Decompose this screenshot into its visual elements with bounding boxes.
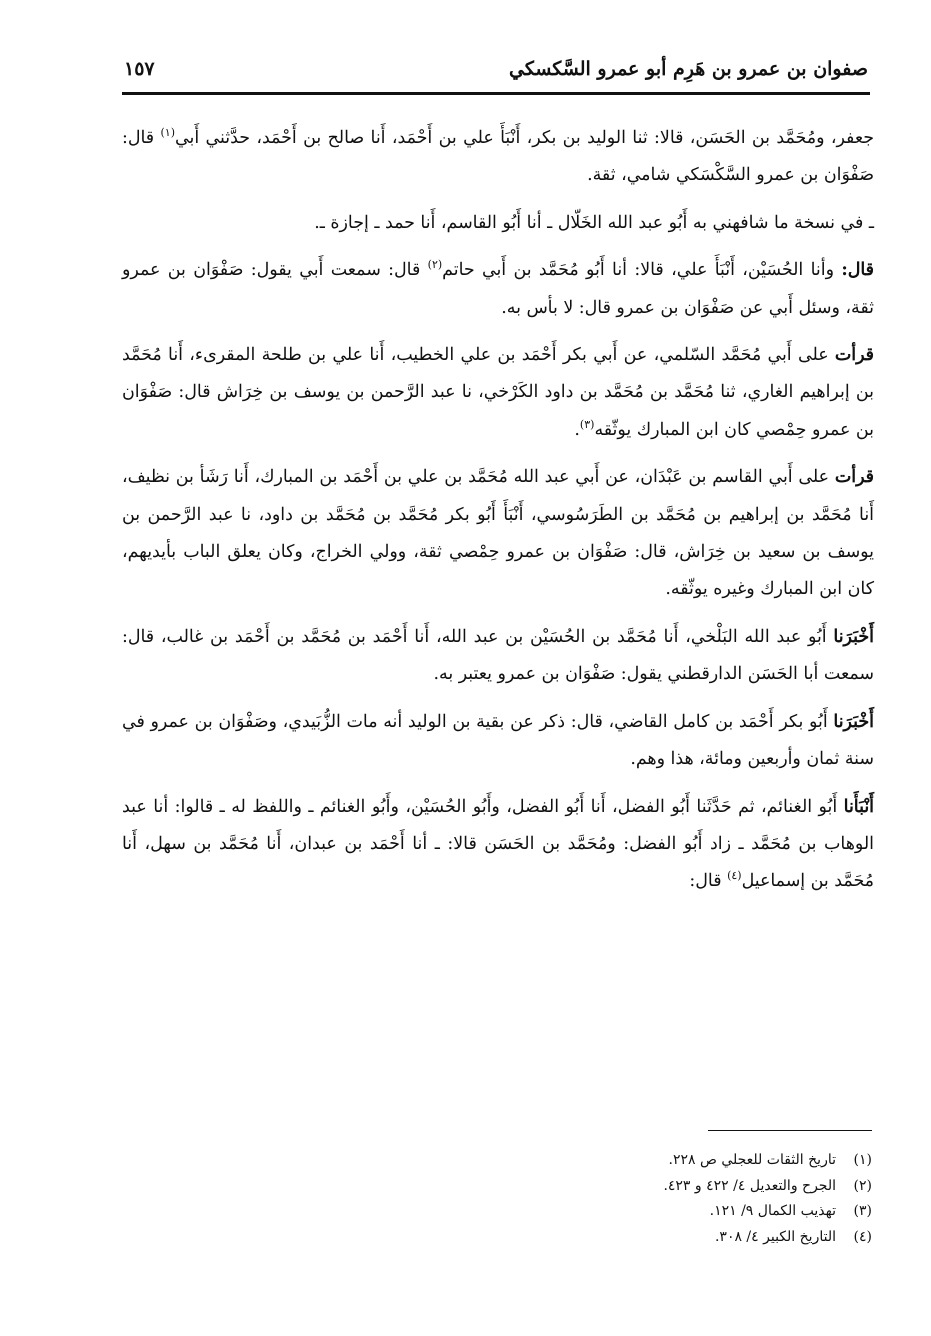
paragraph-text: قال: — [689, 871, 728, 892]
paragraph-lead-word: أَخْبَرَنا — [833, 711, 874, 732]
footnote-item — [300, 1199, 872, 1225]
footnote-marker: (٤) — [727, 869, 742, 883]
footnote-marker: (٢) — [427, 258, 443, 272]
paragraph-text: أَبُو الغنائم، ثم حَدَّثَنا أَبُو الفضل، أَنا أَبُو الفضل، وأَبُو الحُسَيْن، وأَبُو الغنائم ـ واللفظ له ـ قالوا: أنا عبد الوهاب بن مُحَمَّد ـ زاد أَبُو الفضل: ومُحَمَّد بن الحَسَن قالا: ـ أنا أَحْمَد بن عبدان، أَنا مُحَمَّد بن سهل، أَنا مُحَمَّد بن إسماعيل — [122, 796, 874, 892]
paragraph-text: . — [574, 419, 580, 440]
footnote-text: تهذيب الكمال ٩/ ١٢١. — [709, 1203, 836, 1219]
paragraph-text: جعفر، ومُحَمَّد بن الحَسَن، قالا: ثنا الوليد بن بكر، أَنْبَأَ علي بن أَحْمَد، أَنا صالح بن أَحْمَد، حدَّثني أَبي — [175, 128, 874, 148]
main-text — [122, 120, 874, 911]
paragraph-lead-word: قال: — [841, 260, 874, 281]
paragraph — [122, 789, 874, 901]
paragraph-text: أَبُو بكر أَحْمَد بن كامل القاضي، قال: ذكر عن بقية بن الوليد أنه مات الزُّبَيدي، وصَفْوَان بن عمرو في سنة ثمان وأربعين ومائة، هذا وهم. — [122, 711, 874, 770]
paragraph-text: على أَبي القاسم بن عَبْدَان، عن أَبي عبد الله مُحَمَّد بن علي بن أَحْمَد بن المبارك، أَنا رَشَأ بن نظيف، أَنا مُحَمَّد بن إبراهيم بن مُحَمَّد بن الطَرَسُوسي، أَنْبَأَ أَبُو بكر مُحَمَّد بن مُحَمَّد بن داود، نا عبد الرَّحمن بن يوسف بن سعيد بن خِرَاش، قال: صَفْوَان بن عمرو حِمْصي ثقة، وولي الخراج، وكان يعلق الباب بأيديهم، كان ابن المبارك وغيره يوثّقه. — [122, 467, 874, 600]
paragraph-lead-word: أَخْبَرَنا — [833, 626, 874, 647]
paragraph — [122, 120, 874, 195]
footnote-text: التاريخ الكبير ٤/ ٣٠٨. — [714, 1228, 836, 1245]
running-header — [122, 50, 870, 95]
footnote-marker: (١) — [160, 126, 175, 140]
paragraph — [122, 252, 874, 327]
page-number: ١٥٧ — [124, 58, 155, 80]
paragraph — [122, 459, 874, 609]
paragraph-text: وأنا الحُسَيْن، أَنْبَأَ علي، قالا: أنا أَبُو مُحَمَّد بن أَبي حاتم — [442, 260, 842, 281]
header-title: صفوان بن عمرو بن هَرِم أبو عمرو السَّكسكي — [509, 58, 868, 80]
paragraph-text: على أَبي مُحَمَّد السّلمي، عن أَبي بكر أَحْمَد بن علي الخطيب، أَنا علي بن طلحة المقرىء، أَنا مُحَمَّد بن إبراهيم الغاري، ثنا مُحَمَّد بن مُحَمَّد بن داود الكَرْخي، نا عبد الرَّحمن بن يوسف بن خِرَاش قال: صَفْوَان بن عمرو حِمْصي كان ابن المبارك يوثّقه — [122, 345, 874, 440]
paragraph-lead-word: قرأت — [834, 467, 874, 488]
paragraph — [122, 205, 874, 242]
paragraph-text: أَبُو عبد الله البَلْخي، أَنا مُحَمَّد بن الحُسَيْن بن عبد الله، أَنا أَحْمَد بن مُحَمَّد بن أَحْمَد بن غالب، قال: سمعت أبا الحَسَن الدارقطني يقول: صَفْوَان بن عمرو يعتبر به. — [122, 626, 874, 685]
paragraph-lead-word: أَنْبَأَنا — [843, 796, 874, 817]
footnote-number: (١) — [853, 1152, 872, 1168]
paragraph — [122, 619, 874, 694]
paragraph-lead-word: قرأت — [834, 345, 874, 366]
paragraph-text: ـ في نسخة ما شافهني به أَبُو عبد الله الخَلّال ـ أنا أَبُو القاسم، أَنا حمد ـ إجازة ـ. — [314, 212, 874, 233]
footnote-item — [300, 1225, 872, 1251]
paragraph-text: قال: سمعت أَبي يقول: صَفْوَان بن عمرو ثقة، وسئل أَبي عن صَفْوَان بن عمرو قال: لا بأس به. — [122, 260, 874, 318]
footnote-marker: (٣) — [579, 418, 595, 432]
paragraph-text: قال: صَفْوَان بن عمرو السَّكْسَكي شامي، ثقة. — [122, 128, 874, 186]
footnotes — [300, 1148, 872, 1250]
footnote-separator — [708, 1130, 872, 1131]
paragraph — [122, 704, 874, 779]
footnote-number: (٣) — [853, 1203, 872, 1219]
footnote-item — [300, 1174, 872, 1200]
footnote-number: (٢) — [853, 1177, 872, 1194]
footnote-text: تاريخ الثقات للعجلي ص ٢٢٨. — [668, 1152, 836, 1168]
footnote-number: (٤) — [853, 1228, 872, 1245]
paragraph — [122, 337, 874, 449]
footnote-text: الجرح والتعديل ٤/ ٤٢٢ و ٤٢٣. — [663, 1177, 836, 1194]
footnote-item — [300, 1148, 872, 1174]
